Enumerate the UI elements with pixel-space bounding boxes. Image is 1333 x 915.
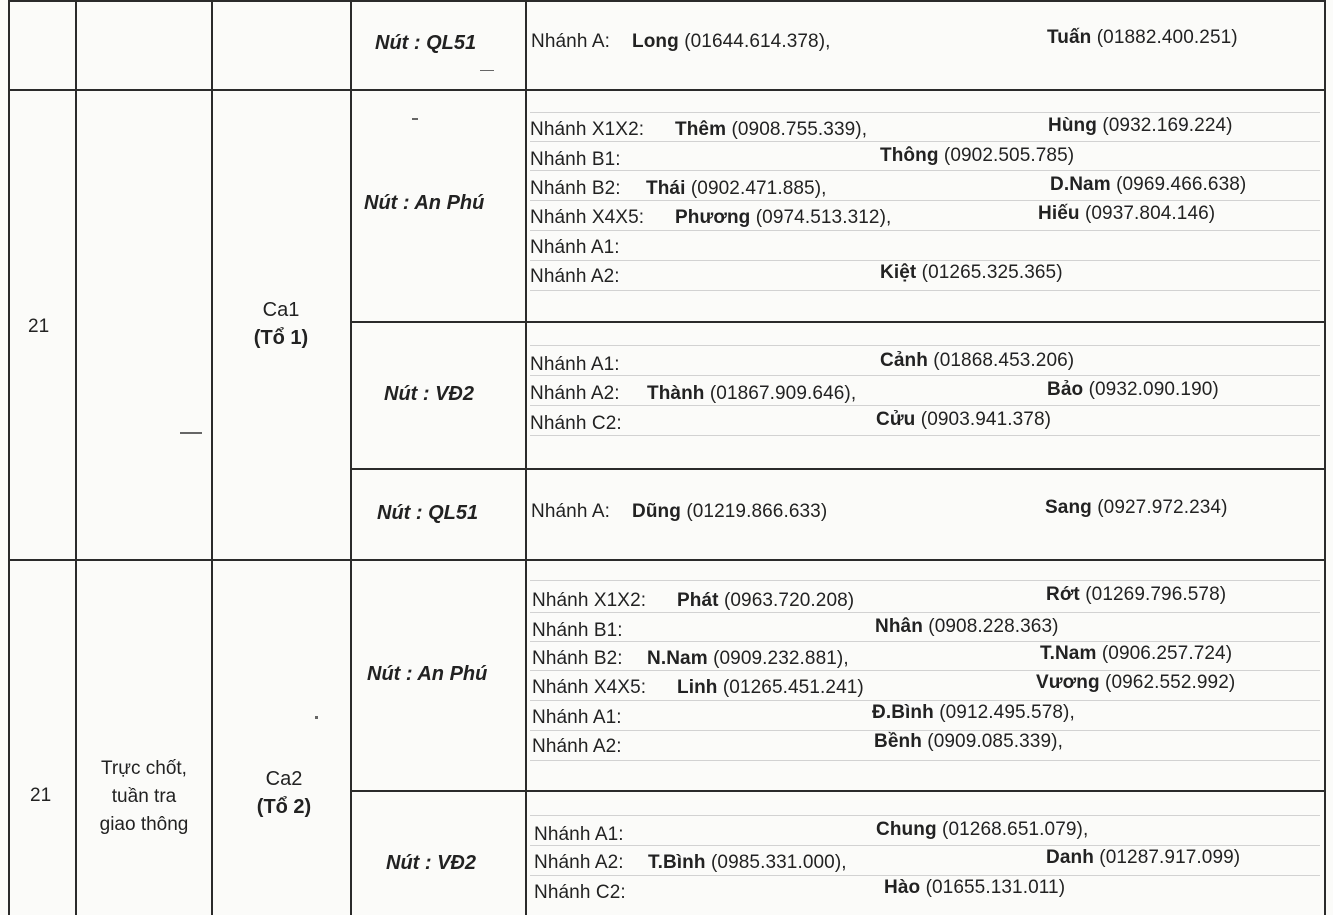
person-phone: (0962.552.992) — [1099, 672, 1236, 693]
person-phone: (01882.400.251) — [1091, 27, 1238, 48]
person-phone: (01867.909.646), — [704, 383, 857, 404]
node-label: Nút : An Phú — [364, 192, 485, 214]
person-entry — [875, 616, 1059, 638]
person-entry — [677, 677, 864, 699]
col-rule-5 — [1324, 0, 1326, 915]
person-name: Hùng — [1048, 115, 1097, 136]
branch-label: Nhánh A2: — [530, 266, 620, 287]
person-phone: (0963.720.208) — [718, 590, 855, 611]
rule-node-1 — [350, 321, 1326, 323]
person-entry — [880, 350, 1074, 372]
node-label: Nút : VĐ2 — [386, 852, 476, 874]
person-name: Danh — [1046, 847, 1094, 868]
person-phone: (01265.325.365) — [916, 262, 1063, 283]
person-phone: (0937.804.146) — [1079, 203, 1216, 224]
person-phone: (01868.453.206) — [927, 350, 1075, 371]
person-phone: (0927.972.234) — [1091, 497, 1228, 518]
task-line: tuần tra — [111, 786, 177, 807]
person-phone: (01265.451.241) — [717, 677, 864, 698]
branch-label: Nhánh A2: — [530, 383, 620, 404]
person-name: Cửu — [876, 409, 916, 430]
branch-label: Nhánh A1: — [530, 354, 620, 375]
person-name: Rớt — [1046, 584, 1080, 605]
person-phone: (01644.614.378), — [678, 31, 831, 52]
person-phone: (0932.090.190) — [1083, 379, 1219, 400]
person-phone: (0908.755.339), — [726, 119, 868, 140]
person-entry — [1036, 672, 1235, 694]
person-name: Bềnh — [874, 731, 922, 752]
person-entry — [1045, 497, 1228, 519]
person-name: Long — [632, 31, 679, 52]
person-name: Đ.Bình — [872, 702, 934, 723]
person-phone: (0985.331.000), — [705, 852, 847, 873]
person-name: Cảnh — [880, 350, 928, 371]
person-name: T.Nam — [1040, 643, 1097, 664]
person-entry — [876, 409, 1051, 431]
person-name: Phương — [675, 207, 751, 228]
col-rule-4 — [525, 0, 527, 915]
person-phone: (0912.495.578), — [933, 702, 1075, 723]
person-entry — [874, 731, 1063, 753]
col-rule-1 — [75, 0, 77, 915]
branch-label: Nhánh A1: — [534, 824, 624, 845]
branch-label: Nhánh X1X2: — [532, 590, 647, 611]
node-label: Nút : QL51 — [377, 502, 479, 524]
task-line: giao thông — [99, 814, 189, 835]
person-phone: (0902.505.785) — [938, 145, 1075, 166]
person-entry — [632, 31, 831, 53]
person-entry — [1046, 847, 1240, 869]
rule-row-1 — [8, 89, 1326, 91]
shift-cell — [224, 765, 344, 821]
person-entry — [632, 501, 827, 523]
col-rule-0 — [8, 0, 10, 915]
branch-label: Nhánh C2: — [530, 413, 622, 434]
person-entry — [648, 852, 847, 874]
branch-label: Nhánh X1X2: — [530, 119, 645, 140]
person-phone: (0932.169.224) — [1096, 115, 1233, 136]
person-name: N.Nam — [647, 648, 708, 669]
person-phone: (0906.257.724) — [1096, 643, 1233, 664]
person-entry — [1046, 584, 1226, 606]
node-label: Nút : An Phú — [367, 663, 488, 685]
person-phone: (01219.866.633) — [680, 501, 828, 522]
node-label: Nút : QL51 — [375, 32, 477, 54]
team-label: (Tổ 1) — [253, 327, 309, 349]
col-rule-3 — [350, 0, 352, 915]
person-entry — [1050, 174, 1246, 196]
person-entry — [647, 648, 849, 670]
rule-node-2 — [350, 468, 1326, 470]
branch-label: Nhánh C2: — [534, 882, 626, 903]
person-entry — [872, 702, 1075, 724]
person-entry — [876, 819, 1088, 841]
person-entry — [677, 590, 854, 612]
person-entry — [1040, 643, 1232, 665]
row-number: 21 — [30, 785, 52, 806]
branch-label: Nhánh A: — [531, 501, 610, 522]
person-name: Nhân — [875, 616, 923, 637]
person-phone: (01269.796.578) — [1079, 584, 1227, 605]
person-phone: (0903.941.378) — [915, 409, 1052, 430]
branch-label: Nhánh A1: — [530, 237, 620, 258]
person-entry — [1048, 115, 1233, 137]
person-entry — [647, 383, 856, 405]
branch-label: Nhánh A2: — [534, 852, 624, 873]
branch-label: Nhánh B1: — [530, 149, 621, 170]
person-name: Thêm — [675, 119, 727, 140]
branch-label: Nhánh X4X5: — [532, 677, 647, 698]
person-name: Thành — [647, 383, 705, 404]
person-name: Hiếu — [1038, 203, 1080, 224]
person-phone: (0908.228.363) — [922, 616, 1059, 637]
person-phone: (0909.232.881), — [707, 648, 849, 669]
person-phone: (01268.651.079), — [936, 819, 1089, 840]
person-entry — [675, 119, 867, 141]
person-name: Vương — [1036, 672, 1100, 693]
branch-label: Nhánh A2: — [532, 736, 622, 757]
person-phone: (0902.471.885), — [685, 178, 827, 199]
task-cell — [79, 755, 209, 839]
shift-cell — [221, 296, 341, 352]
task-line: Trực chốt, — [101, 758, 187, 779]
person-entry — [880, 145, 1074, 167]
person-name: T.Bình — [648, 852, 706, 873]
person-name: Thông — [880, 145, 939, 166]
branch-label: Nhánh B2: — [532, 648, 623, 669]
row-number: 21 — [28, 316, 50, 337]
person-entry — [1038, 203, 1215, 225]
person-phone: (0909.085.339), — [921, 731, 1063, 752]
person-name: Bảo — [1047, 379, 1084, 400]
person-name: Sang — [1045, 497, 1092, 518]
rule-node-3 — [350, 790, 1326, 792]
person-entry — [646, 178, 827, 200]
node-label: Nút : VĐ2 — [384, 383, 474, 405]
person-phone: (01655.131.011) — [920, 877, 1066, 898]
person-phone: (01287.917.099) — [1093, 847, 1241, 868]
person-entry — [884, 877, 1065, 899]
person-entry — [880, 262, 1063, 284]
person-name: D.Nam — [1050, 174, 1111, 195]
person-name: Chung — [876, 819, 937, 840]
branch-label: Nhánh A: — [531, 31, 610, 52]
person-phone: (0969.466.638) — [1110, 174, 1247, 195]
rule-top — [8, 0, 1326, 2]
person-name: Thái — [646, 178, 686, 199]
person-entry — [675, 207, 891, 229]
branch-label: Nhánh B2: — [530, 178, 621, 199]
person-entry — [1047, 27, 1238, 49]
branch-label: Nhánh B1: — [532, 620, 623, 641]
branch-label: Nhánh A1: — [532, 707, 622, 728]
shift-label: Ca2 — [265, 768, 303, 790]
col-rule-2 — [211, 0, 213, 915]
person-name: Tuấn — [1047, 27, 1092, 48]
person-name: Phát — [677, 590, 719, 611]
person-name: Linh — [677, 677, 718, 698]
shift-label: Ca1 — [262, 299, 300, 321]
person-entry — [1047, 379, 1219, 401]
team-label: (Tổ 2) — [256, 796, 312, 818]
branch-label: Nhánh X4X5: — [530, 207, 645, 228]
person-phone: (0974.513.312), — [750, 207, 892, 228]
rule-row-2 — [8, 559, 1326, 561]
person-name: Kiệt — [880, 262, 917, 283]
person-name: Dũng — [632, 501, 681, 522]
person-name: Hào — [884, 877, 921, 898]
